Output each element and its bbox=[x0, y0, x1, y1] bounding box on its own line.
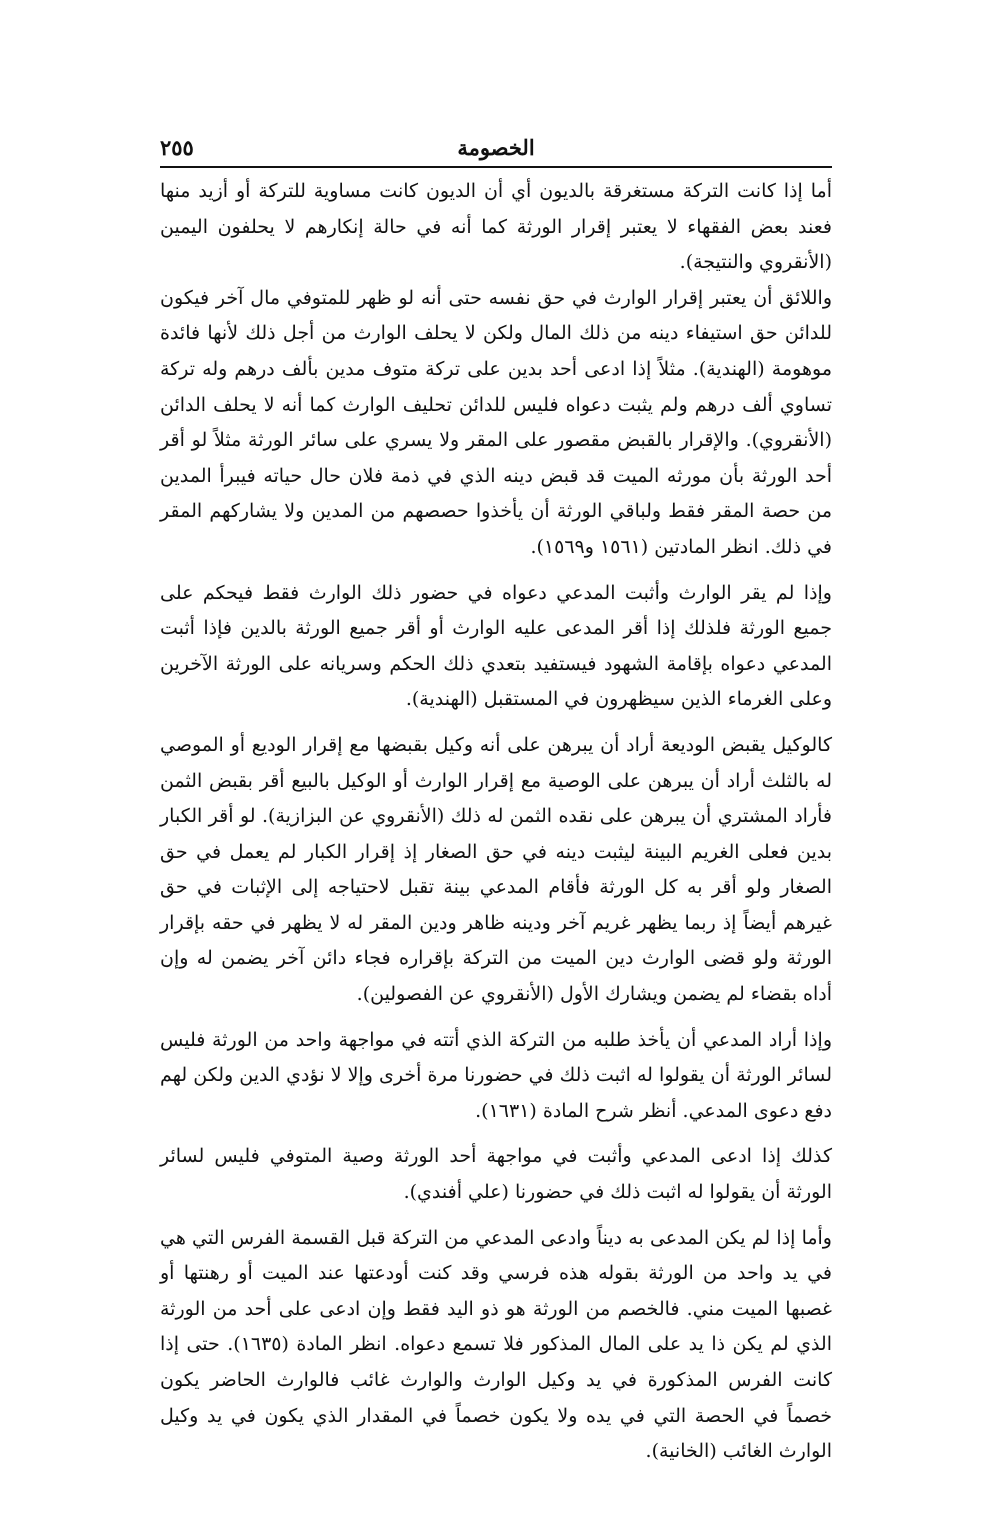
paragraph: وأما إذا لم يكن المدعى به ديناً وادعى المدعي من التركة قبل القسمة الفرس التي هي في يد واحد من الورثة بقوله هذه فرسي وقد كنت أودعتها عند الميت أو رهنتها أو غصبها الميت مني. فالخصم من الورثة هو ذو اليد فقط وإن ادعى على أحد من الورثة الذي لم يكن ذا يد على المال المذكور فلا تسمع دعواه. انظر المادة (١٦٣٥). حتى إذا كانت الفرس المذكورة في يد وكيل الوارث والوارث غائب فالوارث الحاضر يكون خصماً في الحصة التي في يده ولا يكون خصماً في المقدار الذي يكون في يد وكيل الوارث الغائب (الخانية). bbox=[160, 1226, 832, 1463]
paragraph: كذلك إذا ادعى المدعي وأثبت في مواجهة أحد الورثة وصية المتوفي فليس لسائر الورثة أن يقولوا له اثبت ذلك في حضورنا (علي أفندي). bbox=[160, 1145, 832, 1204]
page-body bbox=[160, 174, 832, 1470]
page-header bbox=[160, 132, 832, 168]
page-number: ٢٥٥ bbox=[160, 135, 194, 160]
paragraph: أما إذا كانت التركة مستغرقة بالديون أي أن الديون كانت مساوية للتركة أو أزيد منها فعند بعض الفقهاء لا يعتبر إقرار الورثة كما أنه في حالة إنكارهم لا يحلفون اليمين (الأنقروي والنتيجة). bbox=[160, 180, 832, 274]
page-title: الخصومة bbox=[457, 135, 535, 160]
paragraph: واللائق أن يعتبر إقرار الوارث في حق نفسه حتى أنه لو ظهر للمتوفي مال آخر فيكون للدائن حق استيفاء دينه من ذلك المال ولكن لا يحلف الوارث من أجل ذلك لأنها فائدة موهومة (الهندية). مثلاً إذا ادعى أحد بدين على تركة متوف مدين بألف درهم وله تركة تساوي ألف درهم ولم يثبت دعواه فليس للدائن تحليف الوارث كما أنه لا يحلف الدائن (الأنقروي). والإقرار بالقبض مقصور على المقر ولا يسري على سائر الورثة مثلاً لو أقر أحد الورثة بأن مورثه الميت قد قبض دينه الذي في ذمة فلان حال حياته فيبرأ المدين من حصة المقر فقط ولباقي الورثة أن يأخذوا حصصهم من المدين ولا يشاركهم المقر في ذلك. انظر المادتين (١٥٦١ و١٥٦٩). bbox=[160, 286, 832, 558]
paragraph: كالوكيل يقبض الوديعة أراد أن يبرهن على أنه وكيل بقبضها مع إقرار الوديع أو الموصي له بالثلث أراد أن يبرهن على الوصية مع إقرار الوارث أو الوكيل بالبيع أقر بقبض الثمن فأراد المشتري أن يبرهن على نقده الثمن له ذلك (الأنقروي عن البزازية). لو أقر الكبار بدين فعلى الغريم البينة ليثبت دينه في حق الصغار إذ إقرار الكبار لم يعمل في حق الصغار ولو أقر به كل الورثة فأقام المدعي بينة تقبل لاحتياجه إلى الإثبات في حق غيرهم أيضاً إذ ربما يظهر غريم آخر ودينه ظاهر ودين المقر له لا يظهر في حقه بإقرار الورثة ولو قضى الوارث دين الميت من التركة بإقراره فجاء دائن آخر يضمن له وإن أداه بقضاء لم يضمن ويشارك الأول (الأنقروي عن الفصولين). bbox=[160, 733, 832, 1006]
paragraph: وإذا أراد المدعي أن يأخذ طلبه من التركة الذي أتته في مواجهة واحد من الورثة فليس لسائر الورثة أن يقولوا له اثبت ذلك في حضورنا مرة أخرى وإلا لا نؤدي الدين ولكن لهم دفع دعوى المدعي. أنظر شرح المادة (١٦٣١). bbox=[160, 1028, 832, 1122]
paragraph: وإذا لم يقر الوارث وأثبت المدعي دعواه في حضور ذلك الوارث فقط فيحكم على جميع الورثة فلذلك إذا أقر المدعى عليه الوارث أو أقر جميع الورثة بالدين فإذا أثبت المدعي دعواه بإقامة الشهود فيستفيد بتعدي ذلك الحكم وسريانه على الورثة الآخرين وعلى الغرماء الذين سيظهرون في المستقبل (الهندية). bbox=[160, 581, 832, 711]
